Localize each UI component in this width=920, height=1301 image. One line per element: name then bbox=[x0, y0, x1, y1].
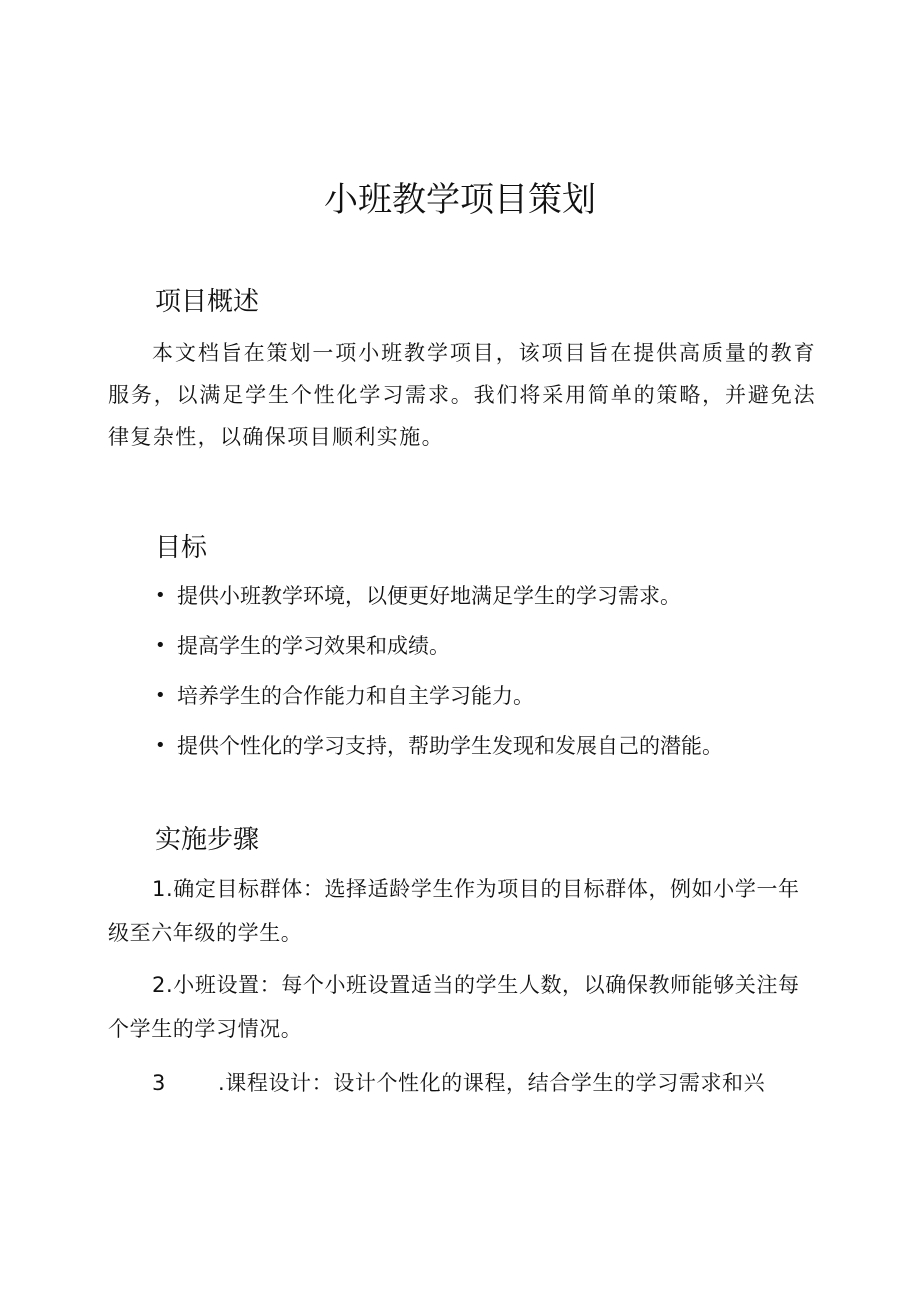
list-item bbox=[155, 730, 723, 780]
step-item bbox=[108, 867, 816, 955]
goal-text: 提高学生的学习效果和成绩。 bbox=[177, 634, 450, 658]
bullet-icon: • bbox=[155, 685, 166, 706]
goals-list bbox=[155, 580, 723, 780]
step-item bbox=[108, 963, 816, 1051]
page-title: 小班教学项目策划 bbox=[324, 180, 596, 220]
step-number: 1 bbox=[152, 877, 166, 901]
goal-text: 提供小班教学环境，以便更好地满足学生的学习需求。 bbox=[177, 584, 681, 608]
overview-paragraph: 本文档旨在策划一项小班教学项目，该项目旨在提供高质量的教育服务，以满足学生个性化学习需求。我们将采用简单的策略，并避免法律复杂性，以确保项目顺利实施。 bbox=[108, 341, 816, 449]
step-text: .小班设置：每个小班设置适当的学生人数，以确保教师能够关注每个学生的学习情况。 bbox=[108, 973, 800, 1041]
list-item bbox=[155, 680, 723, 730]
step-text: .课程设计：设计个性化的课程，结合学生的学习需求和兴 bbox=[217, 1071, 766, 1095]
bullet-icon: • bbox=[155, 585, 166, 606]
overview-heading: 项目概述 bbox=[155, 287, 260, 317]
bullet-icon: • bbox=[155, 635, 166, 656]
step-number: 2 bbox=[152, 973, 166, 997]
list-item bbox=[155, 630, 723, 680]
step-item bbox=[108, 1061, 816, 1105]
bullet-icon: • bbox=[155, 735, 166, 756]
step-text: .确定目标群体：选择适龄学生作为项目的目标群体，例如小学一年级至六年级的学生。 bbox=[108, 877, 800, 945]
goal-text: 提供个性化的学习支持，帮助学生发现和发展自己的潜能。 bbox=[177, 734, 723, 758]
step-number: 3 bbox=[152, 1071, 166, 1095]
goals-heading: 目标 bbox=[155, 533, 208, 563]
list-item bbox=[155, 580, 723, 630]
goal-text: 培养学生的合作能力和自主学习能力。 bbox=[177, 684, 534, 708]
steps-heading: 实施步骤 bbox=[155, 825, 260, 855]
